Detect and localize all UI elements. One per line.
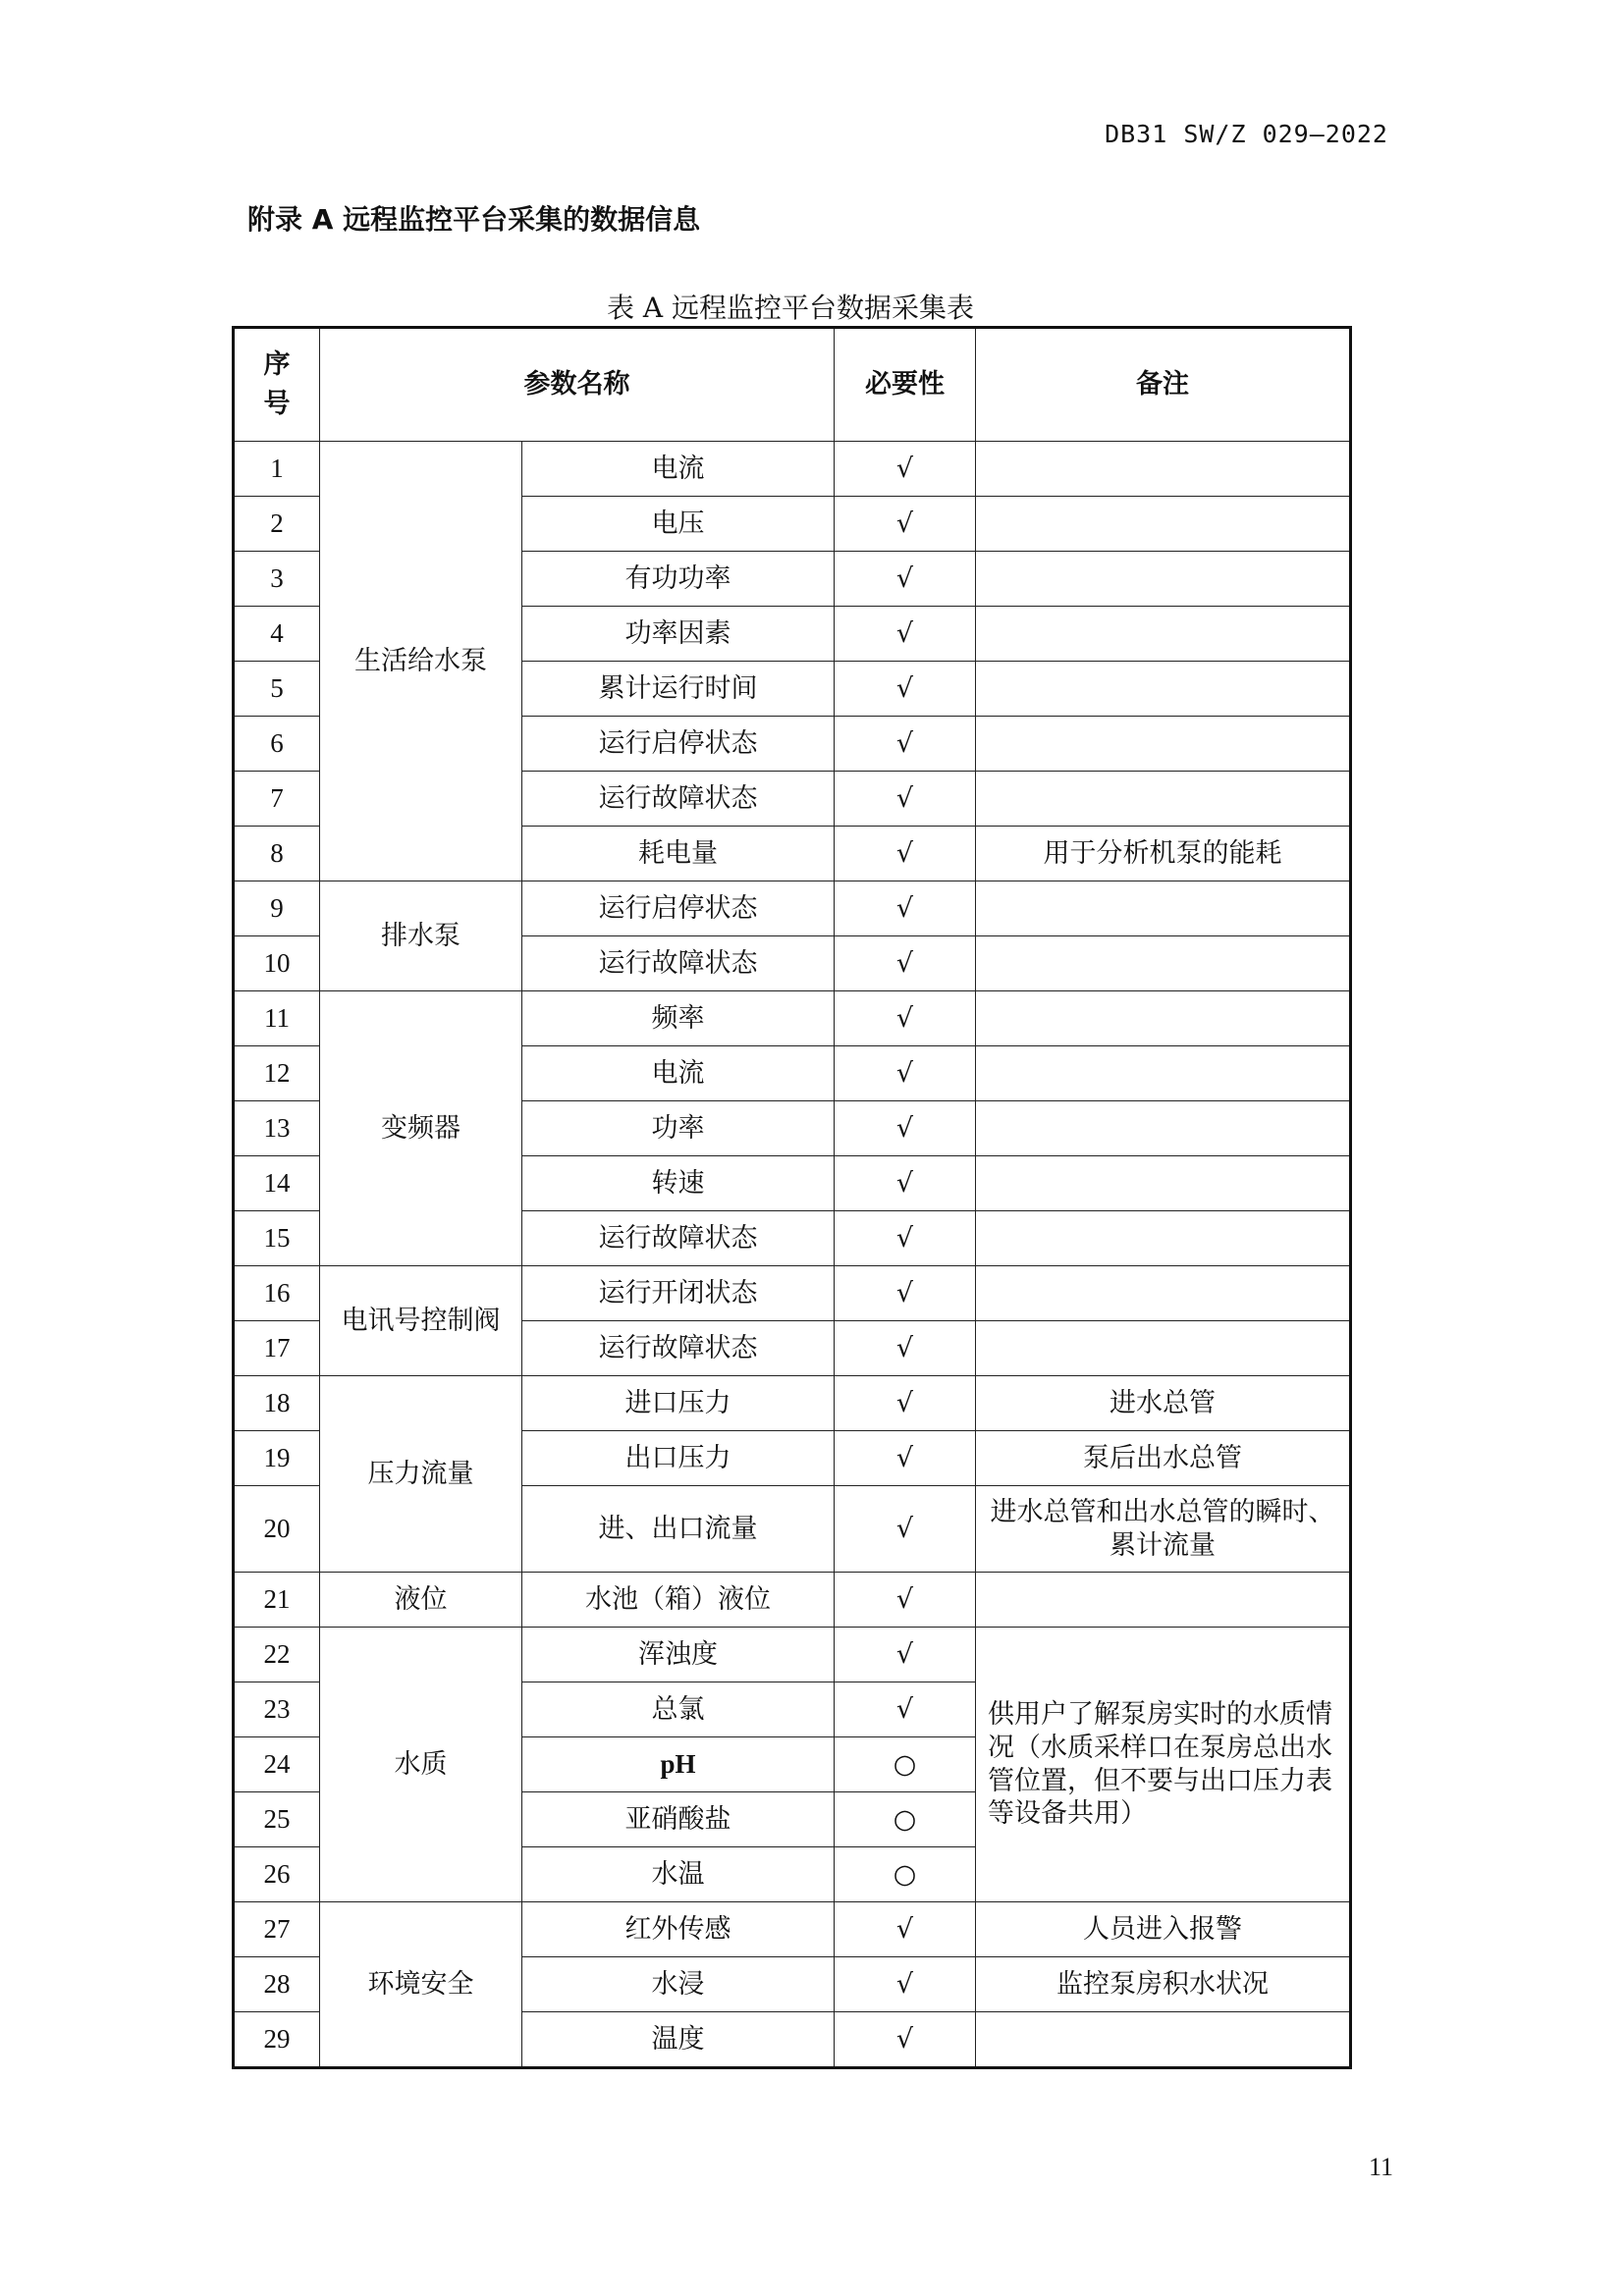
param-name: 水浸: [522, 1957, 835, 2012]
param-name: 运行故障状态: [522, 1321, 835, 1376]
table-header-row: [234, 328, 1351, 442]
row-note: [976, 1101, 1351, 1156]
required-mark: √: [835, 1431, 976, 1486]
group-label: 电讯号控制阀: [320, 1266, 522, 1376]
table-row: [234, 1628, 1351, 1682]
required-mark: √: [835, 1211, 976, 1266]
row-note: 用于分析机泵的能耗: [976, 827, 1351, 881]
required-mark: √: [835, 1486, 976, 1573]
required-mark: √: [835, 1156, 976, 1211]
required-mark: √: [835, 1101, 976, 1156]
appendix-title: 附录 A 远程监控平台采集的数据信息: [247, 203, 701, 236]
row-no: 14: [234, 1156, 320, 1211]
group-label: 变频器: [320, 991, 522, 1266]
row-note: 监控泵房积水状况: [976, 1957, 1351, 2012]
param-name: 浑浊度: [522, 1628, 835, 1682]
row-no: 26: [234, 1847, 320, 1902]
row-note: [976, 717, 1351, 772]
table-row: [234, 1902, 1351, 1957]
data-collection-table: [232, 326, 1352, 2069]
row-no: 9: [234, 881, 320, 936]
row-no: 5: [234, 662, 320, 717]
row-no: 13: [234, 1101, 320, 1156]
row-no: 7: [234, 772, 320, 827]
required-mark: √: [835, 1682, 976, 1737]
row-note: [976, 497, 1351, 552]
required-mark: √: [835, 827, 976, 881]
row-no: 12: [234, 1046, 320, 1101]
param-name: 转速: [522, 1156, 835, 1211]
row-no: 10: [234, 936, 320, 991]
row-no: 2: [234, 497, 320, 552]
row-note: [976, 2012, 1351, 2068]
header-param: 参数名称: [320, 328, 835, 442]
required-mark: √: [835, 1902, 976, 1957]
row-no: 11: [234, 991, 320, 1046]
param-name: 频率: [522, 991, 835, 1046]
header-no: 序 号: [234, 328, 320, 442]
row-no: 8: [234, 827, 320, 881]
param-name: 电流: [522, 442, 835, 497]
group-label: 生活给水泵: [320, 442, 522, 881]
row-no: 18: [234, 1376, 320, 1431]
row-no: 21: [234, 1573, 320, 1628]
param-name: 水池（箱）液位: [522, 1573, 835, 1628]
doc-code: DB31 SW/Z 029—2022: [1105, 120, 1388, 148]
required-mark: √: [835, 442, 976, 497]
param-name: 运行故障状态: [522, 1211, 835, 1266]
required-mark: √: [835, 772, 976, 827]
param-name: 亚硝酸盐: [522, 1792, 835, 1847]
param-name: 进、出口流量: [522, 1486, 835, 1573]
group-label: 液位: [320, 1573, 522, 1628]
row-note: 进水总管和出水总管的瞬时、累计流量: [976, 1486, 1351, 1573]
row-no: 1: [234, 442, 320, 497]
required-mark: √: [835, 497, 976, 552]
required-mark: √: [835, 1266, 976, 1321]
param-name: 水温: [522, 1847, 835, 1902]
required-mark: √: [835, 1628, 976, 1682]
group-label: 压力流量: [320, 1376, 522, 1573]
row-no: 20: [234, 1486, 320, 1573]
row-note: [976, 881, 1351, 936]
row-note: [976, 1266, 1351, 1321]
row-no: 27: [234, 1902, 320, 1957]
row-no: 28: [234, 1957, 320, 2012]
required-mark: √: [835, 1957, 976, 2012]
table-caption: 表 A 远程监控平台数据采集表: [606, 292, 975, 324]
table-row: [234, 881, 1351, 936]
param-name: 电流: [522, 1046, 835, 1101]
row-no: 4: [234, 607, 320, 662]
table-row: [234, 991, 1351, 1046]
param-name: 运行启停状态: [522, 881, 835, 936]
row-note: [976, 1046, 1351, 1101]
param-name: 运行启停状态: [522, 717, 835, 772]
row-note: [976, 442, 1351, 497]
param-name: 运行故障状态: [522, 936, 835, 991]
required-mark: √: [835, 1046, 976, 1101]
param-name: 红外传感: [522, 1902, 835, 1957]
group-label: 水质: [320, 1628, 522, 1902]
row-note: [976, 1321, 1351, 1376]
row-note: [976, 936, 1351, 991]
param-name: 出口压力: [522, 1431, 835, 1486]
row-note: 进水总管: [976, 1376, 1351, 1431]
required-mark: √: [835, 607, 976, 662]
row-no: 15: [234, 1211, 320, 1266]
row-no: 25: [234, 1792, 320, 1847]
row-no: 6: [234, 717, 320, 772]
row-no: 16: [234, 1266, 320, 1321]
required-mark: √: [835, 1376, 976, 1431]
row-note: 泵后出水总管: [976, 1431, 1351, 1486]
required-mark: ○: [835, 1737, 976, 1792]
row-no: 24: [234, 1737, 320, 1792]
required-mark: √: [835, 1321, 976, 1376]
row-no: 19: [234, 1431, 320, 1486]
param-name: 进口压力: [522, 1376, 835, 1431]
row-no: 17: [234, 1321, 320, 1376]
table-row: [234, 442, 1351, 497]
required-mark: √: [835, 552, 976, 607]
required-mark: ○: [835, 1847, 976, 1902]
param-name: 有功功率: [522, 552, 835, 607]
page-number: 11: [1369, 2153, 1394, 2181]
param-name: 耗电量: [522, 827, 835, 881]
row-note: [976, 991, 1351, 1046]
row-no: 22: [234, 1628, 320, 1682]
row-note: [976, 1156, 1351, 1211]
row-note: [976, 607, 1351, 662]
required-mark: √: [835, 2012, 976, 2068]
required-mark: √: [835, 991, 976, 1046]
param-name: 运行开闭状态: [522, 1266, 835, 1321]
required-mark: ○: [835, 1792, 976, 1847]
param-name: pH: [522, 1737, 835, 1792]
param-name: 运行故障状态: [522, 772, 835, 827]
param-name: 总氯: [522, 1682, 835, 1737]
required-mark: √: [835, 662, 976, 717]
header-note: 备注: [976, 328, 1351, 442]
required-mark: √: [835, 717, 976, 772]
water-quality-note: 供用户了解泵房实时的水质情况（水质采样口在泵房总出水管位置，但不要与出口压力表等设备共用）: [976, 1628, 1351, 1902]
row-no: 3: [234, 552, 320, 607]
row-note: [976, 772, 1351, 827]
row-no: 23: [234, 1682, 320, 1737]
param-name: 功率因素: [522, 607, 835, 662]
row-note: [976, 662, 1351, 717]
param-name: 累计运行时间: [522, 662, 835, 717]
header-required: 必要性: [835, 328, 976, 442]
required-mark: √: [835, 881, 976, 936]
row-note: [976, 552, 1351, 607]
param-name: 功率: [522, 1101, 835, 1156]
row-no: 29: [234, 2012, 320, 2068]
row-note: [976, 1573, 1351, 1628]
required-mark: √: [835, 936, 976, 991]
group-label: 排水泵: [320, 881, 522, 991]
param-name: 电压: [522, 497, 835, 552]
group-label: 环境安全: [320, 1902, 522, 2068]
table-row: [234, 1573, 1351, 1628]
param-name: 温度: [522, 2012, 835, 2068]
required-mark: √: [835, 1573, 976, 1628]
table-row: [234, 1376, 1351, 1431]
row-note: 人员进入报警: [976, 1902, 1351, 1957]
table-row: [234, 1266, 1351, 1321]
row-note: [976, 1211, 1351, 1266]
